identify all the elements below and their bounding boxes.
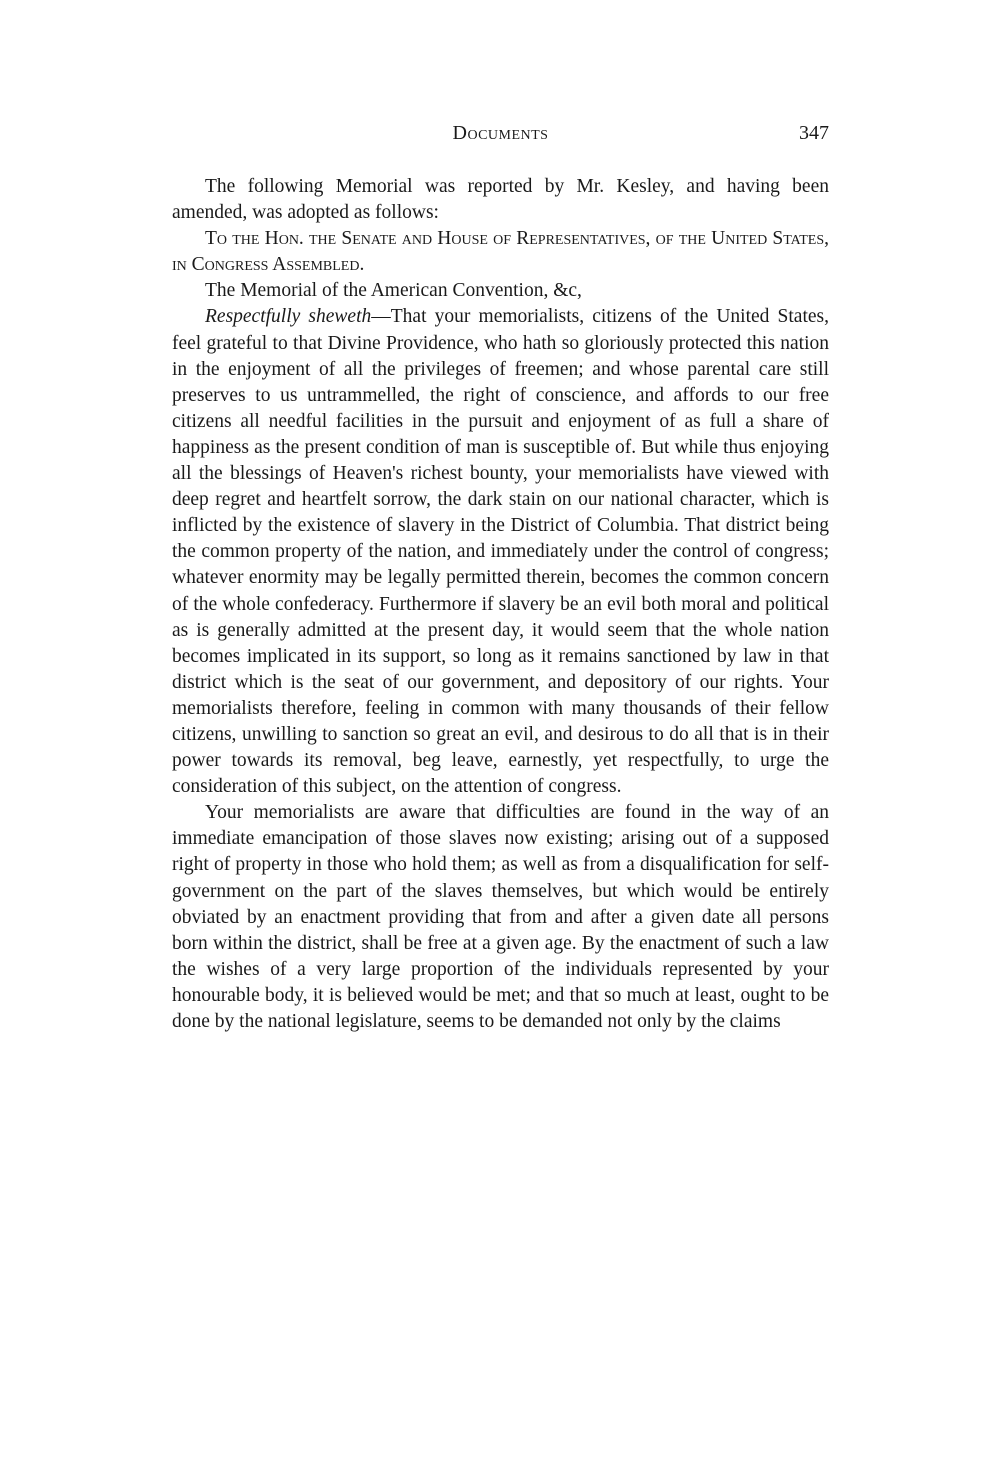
page-number: 347 xyxy=(799,122,829,144)
paragraph-sheweth-lead: Respectfully sheweth xyxy=(205,306,372,328)
running-head: Documents xyxy=(452,122,549,144)
paragraph-sheweth-text: —That your memorialists, citizens of the United States, feel grateful to that Divine Providence, who hath so gloriously protected this nation in the enjoyment of all the privileges of freemen; and whose parental care still preserves to us untrammelled, the right of conscience, and affords to our free citizens all needful facilities in the pursuit and enjoyment of as full a share of happiness as the present condition of man is susceptible of. But while thus enjoying all the blessings of Heaven's richest bounty, your memorialists have viewed with deep regret and heartfelt sorrow, the dark stain on our national character, which is inflicted by the existence of slavery in the District of Columbia. That district being the common property of the nation, and immediately under the control of congress; whatever enormity may be legally permitted therein, becomes the common concern of the whole confederacy. Furthermore if slavery be an evil both moral and political as is generally admitted at the present day, it would seem that the whole nation becomes implicated in its support, so long as it remains sanctioned by law in that district which is the seat of our government, and depository of our rights. Your memorialists therefore, feeling in common with many thousands of their fellow citizens, unwilling to sanction so great an evil, and desirous to do all that is in their power towards its removal, beg leave, earnestly, yet respectfully, to urge the consideration of this subject, on the attention of congress. xyxy=(172,306,829,798)
paragraph-sheweth xyxy=(172,304,829,800)
paragraph-difficulties: Your memorialists are aware that difficulties are found in the way of an immediate emancipation of those slaves now existing; arising out of a supposed right of property in those who hold them; as well as from a disqualification for self-government on the part of the slaves themselves, but which would be entirely obviated by an enactment providing that from and after a given date all persons born within the district, shall be free at a given age. By the enactment of such a law the wishes of a very large proportion of the individuals represented by your honourable body, it is believed would be met; and that so much at least, ought to be done by the national legislature, seems to be demanded not only by the claims xyxy=(172,802,829,1032)
paragraph-intro: The following Memorial was reported by Mr. Kesley, and having been amended, was adopted as follows: xyxy=(172,176,829,224)
paragraph-address: To the Hon. the Senate and House of Representatives, of the United States, in Congress Assembled. xyxy=(172,228,829,276)
body-text xyxy=(172,174,829,1035)
paragraph-memorial-title: The Memorial of the American Convention, &c, xyxy=(205,280,582,302)
page-header xyxy=(172,122,829,152)
